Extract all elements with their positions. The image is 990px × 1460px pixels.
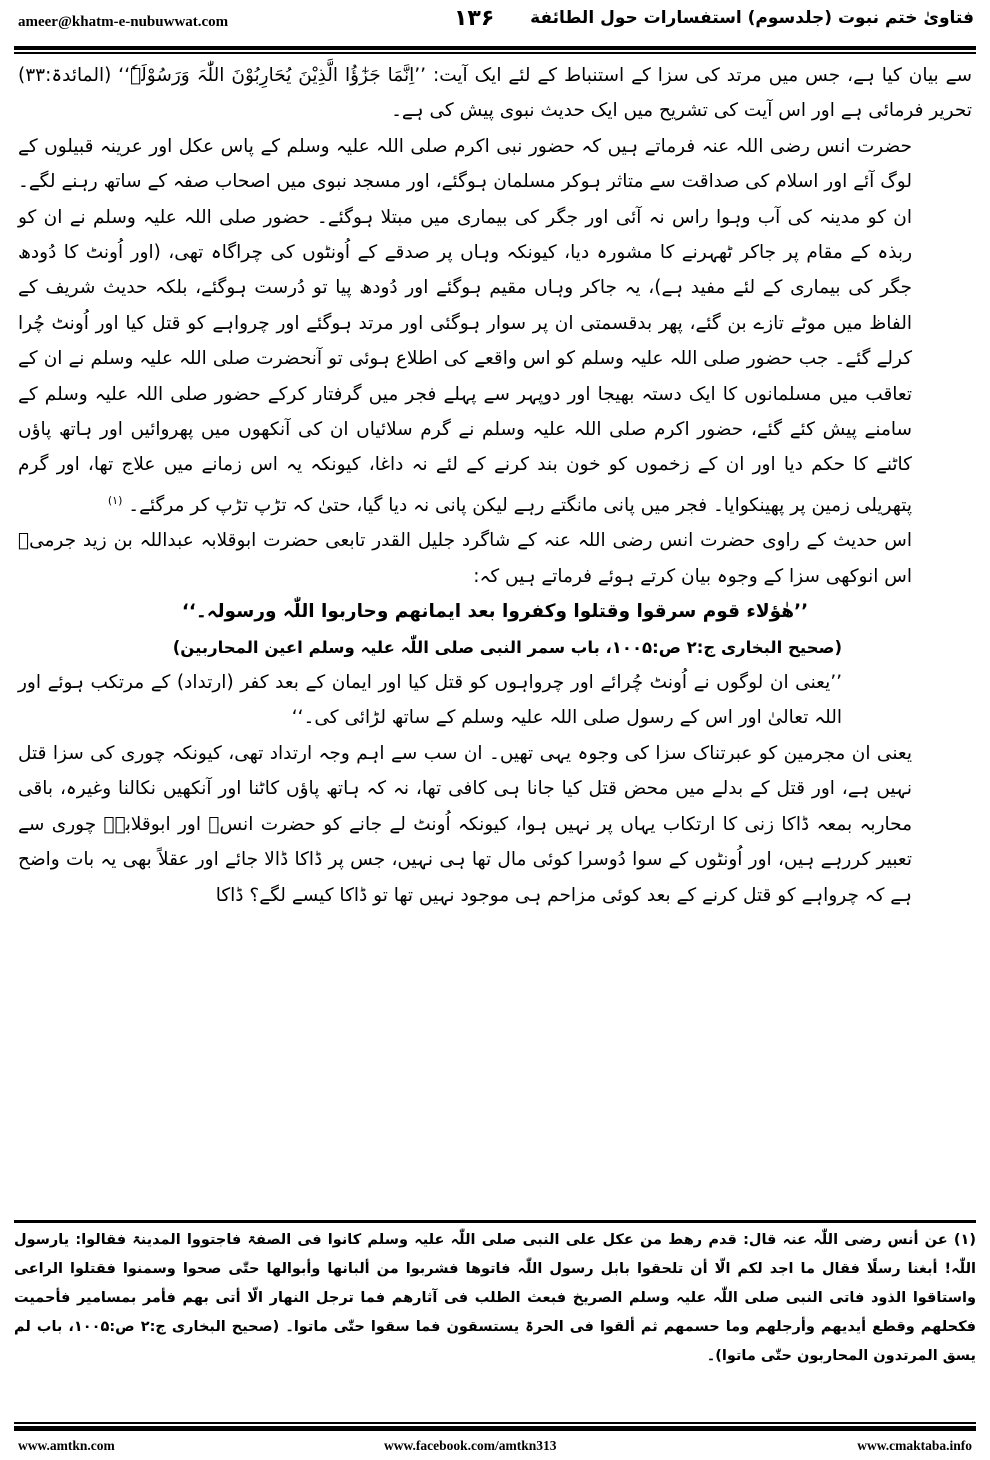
reference-citation: (صحیح البخاری ج:۲ ص:۱۰۰۵، باب سمر النبی صلی اللّٰہ علیہ وسلم اعین المحاربین) — [172, 637, 842, 657]
page-number: ۱۳۶ — [454, 6, 495, 31]
footer-rule-thin — [14, 1422, 976, 1424]
footnote-text: (۱) عن أنس رضی اللّٰہ عنہ قال: قدم رھط من عکل علی النبی صلی اللّٰہ علیہ وسلم کانوا فی الصفۃ فاجتووا المدینۃ فقالوا: یارسول اللّٰہ! أبغنا رسلًا فقال ما اجد لکم الّا أن تلحقوا بابل رسول اللّٰہ فاتوھا فشربوا من ألبانھا وأبوالھا حتّٰی صحوا وسمنوا فقتلوا الراعی واستاقوا الذود فاتی النبی صلی اللّٰہ علیہ وسلم الصریخ فبعث الطلب فی آثارھم فما ترجل النھار الّا أتی بھم فأمر بمسامیر فأحمیت فکحلھم وقطع أیدیھم وأرجلھم وما حسمھم ثم ألقوا فی الحرۃ یستسقون فما سقوا حتّٰی ماتوا۔ (صحیح البخاری ج:۲ ص:۱۰۰۵، باب لم یسق المرتدون المحاربون حتّٰی ماتوا)۔ — [14, 1232, 977, 1364]
paragraph-intro: سے بیان کیا ہے، جس میں مرتد کی سزا کے استنباط کے لئے ایک آیت: ’’اِنَّمَا جَزٰٓؤُا الَّذِیْنَ یُحَارِبُوْنَ اللّٰہَ وَرَسُوْلَہٗ‘‘ (المائدۃ:۳۳) تحریر فرمائی ہے اور اس آیت کی تشریح میں ایک حدیث نبوی پیش کی ہے۔ — [18, 65, 972, 122]
paragraph-analysis: یعنی ان مجرمین کو عبرتناک سزا کی وجوہ یہی تھیں۔ ان سب سے اہم وجہ ارتداد تھی، کیونکہ چوری کی سزا قتل نہیں ہے، اور قتل کے بدلے میں محض قتل کیا جانا ہی کافی تھا، نہ کہ ہاتھ پاؤں کاٹنا اور آنکھیں نکالنا وغیرہ، باقی محاربہ بمعہ ڈاکا زنی کا ارتکاب یہاں پر نہیں ہوا، کیونکہ اُونٹ لے جانے کو حضرت انسؓ اور ابوقلابہؒ چوری سے تعبیر کررہے ہیں، اور اُونٹوں کے سوا دُوسرا کوئی مال تھا ہی نہیں، جس پر ڈاکا ڈالا جائے اور عقلاً بھی یہ بات واضح ہے کہ چرواہے کو قتل کرنے کے بعد کوئی مزاحم ہی موجود نہیں تھا تو ڈاکا کیسے لگے؟ ڈاکا — [18, 742, 912, 906]
footnote-marker[interactable]: (۱) — [107, 493, 123, 507]
book-title: فتاویٰ ختم نبوت (جلدسوم) استفسارات حول الطائفة — [530, 8, 974, 28]
hadith-narrative-text: حضرت انس رضی اللہ عنہ فرماتے ہیں کہ حضور نبی اکرم صلی اللہ علیہ وسلم کے پاس عکل اور عرینہ قبیلوں کے لوگ آئے اور اسلام کی صداقت سے متاثر ہوکر مسلمان ہوگئے، اور مسجد نبوی میں اصحاب صفہ کے ساتھ رہنے لگے۔ ان کو مدینہ کی آب وہوا راس نہ آئی اور جگر کی بیماری میں مبتلا ہوگئے۔ حضور صلی اللہ علیہ وسلم نے ان کو ربذہ کے مقام پر جاکر ٹھہرنے کا مشورہ دیا، کیونکہ وہاں پر صدقے کے اُونٹوں کی چراگاہ تھی، (اور اُونٹ کا دُودھ جگر کی بیماری کے لئے مفید ہے)، یہ جاکر وہاں مقیم ہوگئے اور دُودھ پیا تو دُرست ہوگئے، بلکہ حدیث شریف کے الفاظ میں موٹے تازے بن گئے، پھر بدقسمتی ان پر سوار ہوگئی اور مرتد ہوگئے اور چرواہے کو قتل کیا اور اُونٹ چُرا کرلے گئے۔ جب حضور صلی اللہ علیہ وسلم کو اس واقعے کی اطلاع ہوئی تو آنحضرت صلی اللہ علیہ وسلم نے ان کے تعاقب میں مسلمانوں کا ایک دستہ بھیجا اور دوپہر سے پہلے فجر میں گرفتار کرکے حضور صلی اللہ علیہ وسلم کے سامنے پیش کئے گئے، حضور اکرم صلی اللہ علیہ وسلم نے گرم سلائیاں ان کی آنکھوں میں پھروائیں اور ہاتھ پاؤں کاٹنے کا حکم دیا اور ان کے زخموں کو خون بند کرنے کے لئے نہ داغا، کیونکہ یہ اس زمانے میں علاج تھا، اور گرم پتھریلی زمین پر پھینکوایا۔ فجر میں پانی مانگتے رہے لیکن پانی نہ دیا گیا، حتیٰ کہ تڑپ تڑپ کر مرگئے۔ — [18, 135, 912, 517]
quote-translation: ’’یعنی ان لوگوں نے اُونٹ چُرائے اور چرواہوں کو قتل کیا اور ایمان کے بعد کفر (ارتداد) کے مرتکب ہوئے اور اللہ تعالیٰ اور اس کے رسول صلی اللہ علیہ وسلم کے ساتھ لڑائی کی۔‘‘ — [18, 672, 842, 729]
footer-link-cmaktaba[interactable]: www.cmaktaba.info — [857, 1438, 972, 1453]
page-header — [14, 4, 976, 44]
footnote-rule — [14, 1220, 976, 1223]
paragraph-hadith-narrative — [18, 129, 972, 524]
footer-link-amtkn[interactable]: www.amtkn.com — [18, 1438, 115, 1453]
header-rule-thin — [14, 52, 976, 54]
footer-rule-thick — [14, 1426, 976, 1431]
footer-link-facebook[interactable]: www.facebook.com/amtkn313 — [384, 1438, 557, 1453]
footnote — [14, 1226, 976, 1371]
header-rule-thick — [14, 46, 976, 50]
page-footer — [14, 1436, 976, 1456]
arabic-quote: ’’ھٰؤلاء قوم سرقوا وقتلوا وکفروا بعد ایمانھم وحاربوا اللّٰہ ورسولہ۔‘‘ — [181, 601, 809, 623]
paragraph-narrator: اس حدیث کے راوی حضرت انس رضی اللہ عنہ کے شاگرد جلیل القدر تابعی حضرت ابوقلابہ عبداللہ بن زید جرمیؒ اس انوکھی سزا کے وجوہ بیان کرتے ہوئے فرماتے ہیں کہ: — [18, 530, 912, 587]
main-text — [18, 58, 972, 913]
header-email: ameer@khatm-e-nubuwwat.com — [18, 14, 229, 30]
